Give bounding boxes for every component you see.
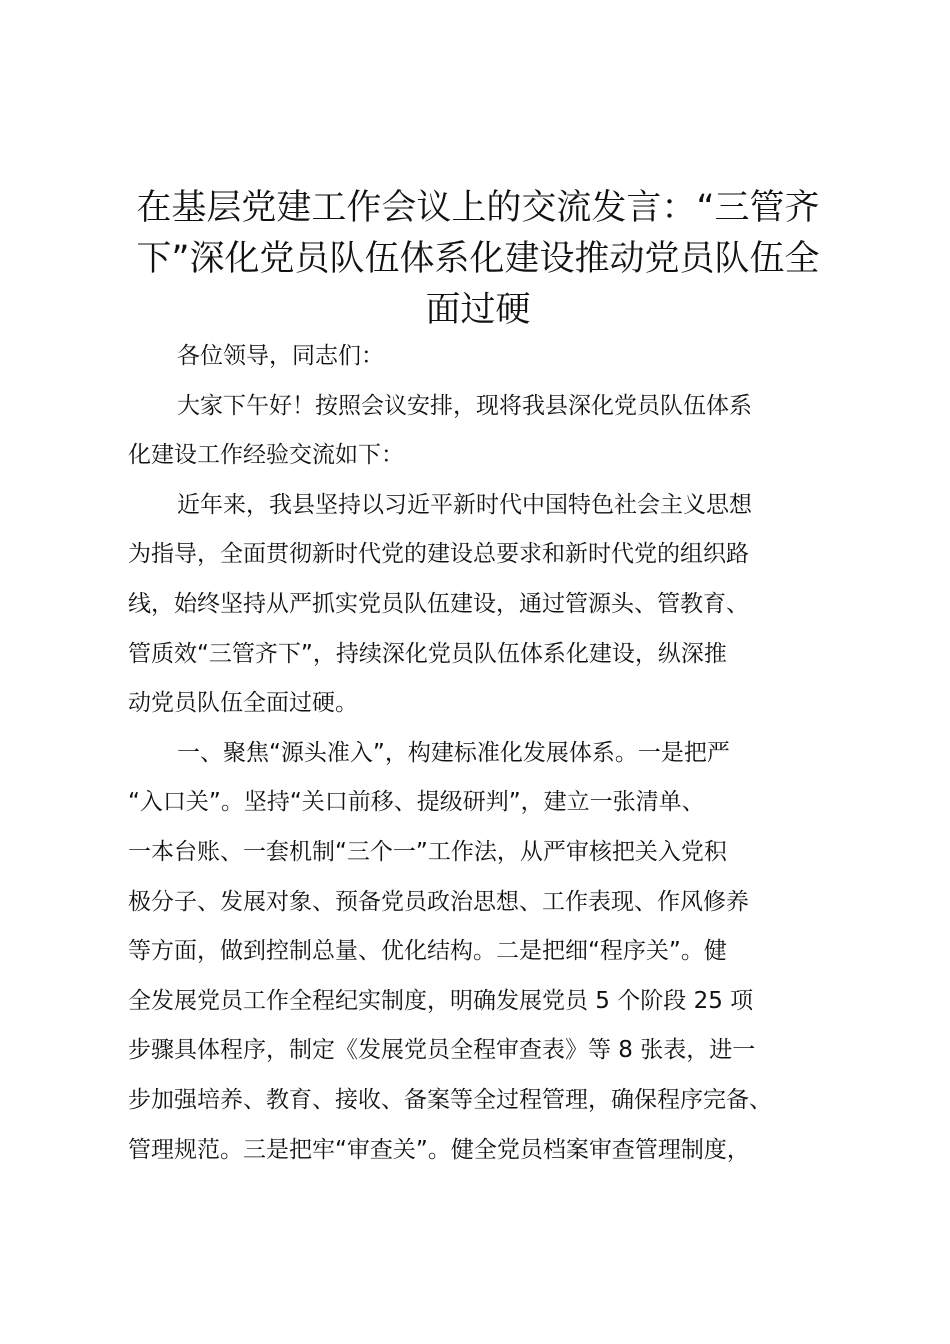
paragraph-line: 全发展党员工作全程纪实制度，明确发展党员 5 个阶段 25 项 — [128, 987, 754, 1014]
paragraph-line: 一、聚焦“源头准入”，构建标准化发展体系。一是把严 — [177, 739, 730, 766]
greeting: 各位领导，同志们： — [177, 343, 384, 369]
paragraph-line: 一本台账、一套机制“三个一”工作法，从严审核把关入党积 — [128, 838, 727, 865]
paragraph-line: 线，始终坚持从严抓实党员队伍建设，通过管源头、管教育、 — [128, 590, 749, 617]
paragraph-line: 为指导，全面贯彻新时代党的建设总要求和新时代党的组织路 — [128, 541, 749, 568]
paragraph-background — [128, 481, 828, 729]
document-page — [128, 0, 828, 1344]
paragraph-line: 管质效“三管齐下”，持续深化党员队伍体系化建设，纵深推 — [128, 640, 727, 667]
paragraph-section-one — [128, 729, 828, 1175]
paragraph-line: “入口关”。坚持“关口前移、提级研判”，建立一张清单、 — [128, 789, 705, 816]
paragraph-line: 等方面，做到控制总量、优化结构。二是把细“程序关”。健 — [128, 938, 727, 965]
paragraph-line: 大家下午好！按照会议安排，现将我县深化党员队伍体系 — [177, 392, 752, 419]
paragraph-line: 近年来，我县坚持以习近平新时代中国特色社会主义思想 — [177, 491, 752, 518]
title-line: 下”深化党员队伍体系化建设推动党员队伍全 — [136, 239, 820, 279]
document-body — [128, 332, 828, 1175]
paragraph-line: 动党员队伍全面过硬。 — [128, 690, 358, 717]
paragraph-intro — [128, 382, 828, 481]
title-line: 在基层党建工作会议上的交流发言：“三管齐 — [136, 188, 820, 228]
paragraph-line: 步骤具体程序，制定《发展党员全程审查表》等 8 张表，进一 — [128, 1037, 756, 1064]
title-line: 面过硬 — [425, 290, 531, 330]
paragraph-line: 步加强培养、教育、接收、备案等全过程管理，确保程序完备、 — [128, 1086, 772, 1113]
paragraph-line: 化建设工作经验交流如下： — [128, 442, 404, 469]
paragraph-line: 极分子、发展对象、预备党员政治思想、工作表现、作风修养 — [128, 888, 749, 915]
document-title — [128, 183, 828, 336]
paragraph-line: 管理规范。三是把牢“审查关”。健全党员档案审查管理制度， — [128, 1136, 750, 1163]
